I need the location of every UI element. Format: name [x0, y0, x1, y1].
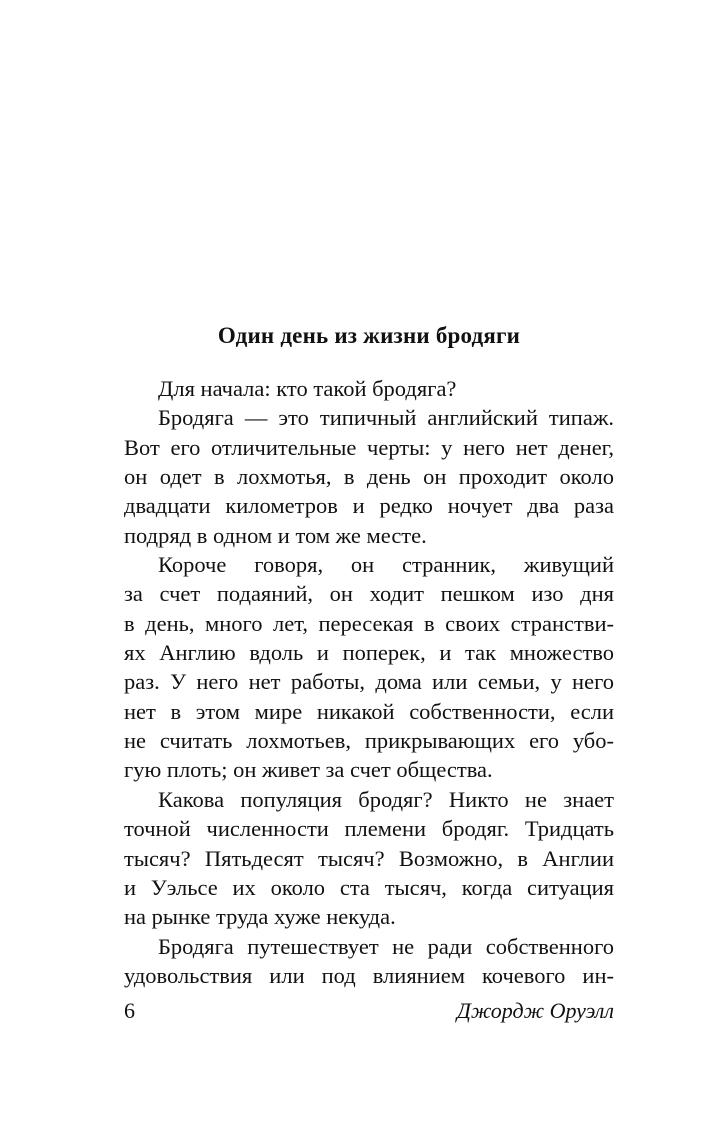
- text-line: Для начала: кто такой бродяга?: [158, 376, 457, 401]
- text-line: он одет в лохмотья, в день он проходит около: [124, 464, 614, 490]
- text-line: ях Англию вдоль и поперек, и так множество: [124, 640, 614, 666]
- text-line: в день, много лет, пересекая в своих странстви-: [124, 610, 614, 636]
- text-line: на рынке труда хуже некуда.: [124, 904, 396, 930]
- text-line: за счет подаяний, он ходит пешком изо дня: [124, 581, 614, 607]
- text-line: двадцати километров и редко ночует два раза: [124, 493, 614, 519]
- text-line: и Уэльсе их около ста тысяч, когда ситуация: [124, 874, 614, 900]
- text-line: не считать лохмотьев, прикрывающих его убо-: [124, 728, 614, 754]
- text-line: подряд в одном и том же месте.: [124, 522, 427, 548]
- text-line: Бродяга — это типичный английский типаж.: [158, 405, 614, 431]
- page-number: 6: [124, 998, 135, 1023]
- text-line: Бродяга путешествует не ради собственного: [158, 933, 614, 959]
- text-line: нет в этом мире никакой собственности, если: [124, 698, 614, 724]
- text-line: гую плоть; он живет за счет общества.: [124, 757, 493, 783]
- chapter-title: Один день из жизни бродяги: [217, 323, 521, 348]
- text-line: тысяч? Пятьдесят тысяч? Возможно, в Англии: [124, 845, 614, 871]
- running-author: Джордж Оруэлл: [456, 998, 614, 1023]
- text-line: Короче говоря, он странник, живущий: [158, 552, 614, 578]
- page-footer: [124, 996, 614, 1026]
- text-line: Вот его отличительные черты: у него нет денег,: [124, 434, 614, 460]
- text-line: точной численности племени бродяг. Тридцать: [124, 816, 614, 842]
- body-text: [124, 374, 614, 990]
- text-line: Какова популяция бродяг? Никто не знает: [158, 786, 614, 812]
- text-line: раз. У него нет работы, дома или семьи, у него: [124, 669, 614, 695]
- text-line: удовольствия или под влиянием кочевого ин-: [124, 962, 614, 988]
